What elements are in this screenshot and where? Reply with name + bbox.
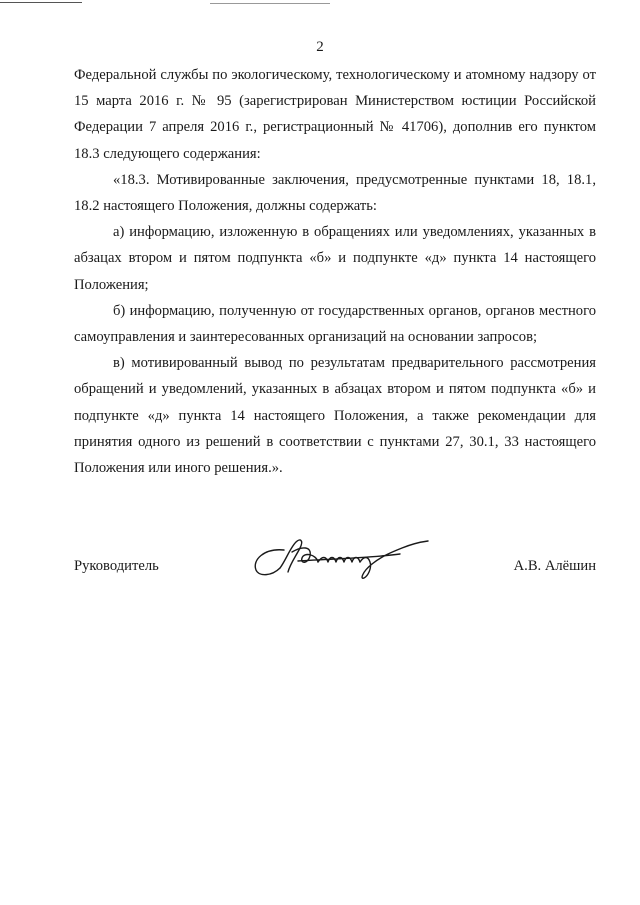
paragraph-intro: Федеральной службы по экологическому, технологическому и атомному надзору от 15 марта 2016 г. № 95 (зарегистрирован Министерством юстиции Российской Федерации 7 апреля 2016 г., регистрационный № 41706), дополнив его пунктом 18.3 следующего содержания:	[74, 67, 596, 162]
paragraph-subitem-b: б) информацию, полученную от государственных органов, органов местного самоуправления и заинтересованных организаций на основании запросов;	[74, 302, 596, 346]
handwritten-signature-icon	[250, 534, 435, 582]
page-number: 2	[316, 39, 324, 55]
paragraph-item-18-3: «18.3. Мотивированные заключения, предусмотренные пунктами 18, 18.1, 18.2 настоящего Положения, должны содержать:	[74, 171, 596, 215]
scan-line-left	[0, 2, 82, 3]
scan-edge-artifact	[0, 0, 640, 6]
paragraph-subitem-v: в) мотивированный вывод по результатам предварительного рассмотрения обращений и уведомлений, указанных в абзацах втором и пятом подпункта «б» и подпункте «д» пункта 14 настоящего Положения, а также рекомендации для принятия одного из решений в соответствии с пунктами 27, 30.1, 33 настоящего Положения или иного решения.».	[74, 355, 596, 477]
document-body	[74, 62, 596, 481]
paragraph-subitem-a: а) информацию, изложенную в обращениях или уведомлениях, указанных в абзацах втором и пятом подпункта «б» и подпункте «д» пункта 14 настоящего Положения;	[74, 224, 596, 293]
signatory-name: А.В. Алёшин	[513, 558, 596, 574]
scan-line-center	[210, 3, 330, 4]
signatory-position: Руководитель	[74, 558, 159, 574]
